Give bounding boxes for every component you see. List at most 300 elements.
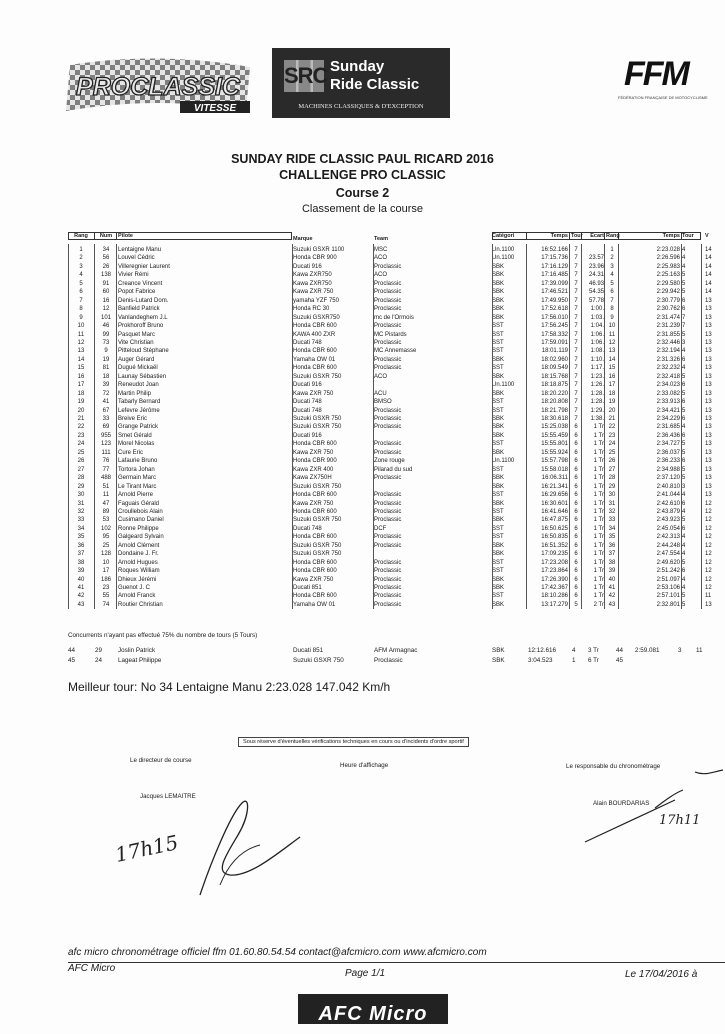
cell-pilote: Louvel Cédric [118,255,155,262]
cell-temps2: 2:34.988 [656,466,680,473]
sunday-ride-classic-logo [272,48,450,118]
col-tour: Tour [571,233,583,239]
cell-categorie: SBK [492,449,505,456]
cell-team: Proclassic [374,323,402,330]
cell-rang2: 25 [608,449,616,456]
cell-v: 14 [705,263,712,270]
cell-tour: 7 [574,255,578,262]
cell-marque: Ducati 851 [293,585,322,591]
cell-temps2: 2:25.983 [656,263,680,270]
svg-text:PROCLASSIC: PROCLASSIC [76,73,240,101]
cell-team: Pilarad du sud [374,466,413,473]
cell-rang: 29 [77,483,85,490]
cell-categorie: SBK [492,272,505,279]
cell-v: 12 [705,534,712,541]
cell-team: MC Pistards [374,331,407,338]
cell-rang: 3 [79,263,83,270]
cell-temps2: 2:36.037 [656,449,680,456]
cell-team: Proclassic [374,297,402,304]
cell-rang2: 28 [608,475,616,482]
cell-temps: 16:50.625 [541,525,568,532]
cell-rang2: 38 [608,559,616,566]
cell-temps: 17:09.235 [541,551,568,558]
cell-rang: 39 [77,568,85,575]
cell-tour2: 5 [682,407,686,414]
cell-tour: 7 [574,356,578,363]
cell-rang2: 10 [608,323,616,330]
cell-tour2: 4 [682,534,686,541]
low-cell-categorie: SBK [492,657,505,664]
cell-tour: 7 [574,314,578,321]
cell-rang: 14 [77,356,85,363]
cell-rang2: 34 [608,525,616,532]
cell-pilote: Lefevre Jérôme [118,407,160,414]
cell-temps: 16:30.601 [541,500,568,507]
cell-num: 23 [102,585,110,591]
col-tour2: Tour [682,233,694,239]
cell-team: Proclassic [374,508,402,515]
cell-marque: Honda CBR 900 [293,458,337,465]
cell-pilote: Cure Eric [118,449,144,456]
cell-tour: 6 [574,441,578,448]
cell-team: Proclassic [374,475,402,482]
cell-temps: 16:52.166 [541,247,568,253]
cell-tour2: 4 [682,576,686,583]
race-title: Course 2 [335,186,390,200]
table-rule [526,244,527,609]
cell-rang2: 3 [610,263,614,270]
cell-num: 81 [102,365,110,372]
cell-tour2: 6 [682,356,686,363]
cell-tour2: 5 [682,331,686,338]
cell-rang2: 9 [610,314,614,321]
cell-temps2: 2:33.082 [656,390,680,397]
col-num: Num [99,233,113,239]
cell-rang2: 30 [608,492,616,499]
cell-num: 51 [102,483,110,490]
cell-categorie: SBK [492,390,505,397]
cell-tour2: 5 [682,449,686,456]
cell-rang2: 8 [610,306,614,313]
cell-team: Proclassic [374,576,402,583]
cell-tour2: 5 [682,280,686,287]
cell-team: ACU [374,390,387,397]
cell-categorie: SST [492,323,504,330]
low-cell-rang: 45 [68,657,76,664]
cell-num: 47 [102,500,110,507]
cell-marque: Kawa ZXR 750 [293,576,334,583]
cell-temps: 18:21.798 [541,407,568,414]
cell-rang: 25 [77,449,85,456]
cell-tour: 7 [574,407,578,414]
cell-categorie: SST [492,508,504,515]
cell-ecart: 1:29. [590,407,604,414]
cell-tour: 6 [574,508,578,515]
cell-num: 56 [102,255,110,262]
cell-marque: Suzuki GSXR 750 [293,424,342,431]
cell-categorie: SBK [492,576,505,583]
cell-pilote: Tabarly Bernard [118,399,161,406]
cell-num: 73 [102,339,110,346]
cell-marque: Honda CBR 600 [293,508,337,515]
cell-num: 9 [104,348,108,355]
cell-temps2: 2:42.313 [656,534,680,541]
cell-num: 16 [102,297,110,304]
cell-categorie: SBK [492,280,505,287]
cell-temps: 17:23.208 [541,559,568,566]
cell-v: 13 [705,306,712,313]
cell-rang2: 21 [608,416,616,422]
cell-ecart: 54.35 [588,289,604,296]
cell-tour2: 4 [682,424,686,431]
chrono-label: Le responsable du chronométrage [566,763,661,770]
cell-marque: Ducati 748 [293,407,322,414]
cell-team: Proclassic [374,534,402,541]
cell-v: 12 [705,508,712,515]
cell-rang2: 36 [608,542,616,549]
cell-pilote: Grange Patrick [118,424,159,431]
cell-temps2: 2:47.554 [656,551,680,558]
cell-team: ACO [374,255,388,262]
low-cell-pilote: Lageat Philippe [118,657,162,664]
cell-marque: Ducati 748 [293,399,322,406]
afc-micro-logo: AFC Micro [298,994,448,1024]
cell-categorie: SST [492,534,504,541]
cell-pilote: Ronne Philippe [118,525,159,532]
cell-num: 53 [102,517,110,524]
cell-categorie: SST [492,407,504,414]
low-cell-tour2: 3 [678,647,682,654]
cell-rang: 42 [77,593,85,600]
cell-pilote: Launay Sébastien [118,373,167,380]
cell-temps2: 2:57.101 [656,593,680,600]
cell-team: Proclassic [374,306,402,313]
cell-categorie: SST [492,466,504,473]
handwritten-time-right: 17h11 [659,813,701,828]
footer-divider [68,962,725,963]
cell-team: Proclassic [374,356,402,363]
cell-tour2: 5 [682,441,686,448]
cell-ecart: 1 Tr [593,542,604,549]
cell-marque: Kawa ZXR 750 [293,449,334,456]
col-temps: Temps [550,233,568,239]
cell-v: 13 [705,348,712,355]
cell-v: 12 [705,517,712,524]
cell-rang2: 32 [608,508,616,515]
cell-rang: 32 [77,508,85,515]
cell-temps2: 2:32.418 [656,373,680,380]
cell-v: 12 [705,500,712,507]
cell-temps: 18:09.549 [541,365,568,372]
cell-num: 25 [102,542,110,549]
cell-categorie: SST [492,339,504,346]
cell-categorie: SBK [492,483,505,490]
cell-temps2: 2:34.023 [656,382,680,389]
cell-tour2: 6 [682,432,686,439]
cell-ecart: 24.31 [588,272,604,279]
cell-tour: 6 [574,483,578,490]
cell-pilote: Lafaurie Bruno [118,458,158,465]
src-title-line2: Ride Classic [330,76,420,93]
cell-marque: Honda CBR 600 [293,534,337,541]
cell-rang: 22 [77,424,85,431]
col-team: Team [374,236,388,242]
low-cell-ecart: 6 Tr [588,657,599,664]
cell-rang2: 14 [608,356,616,363]
cell-temps: 15:25.038 [541,424,568,431]
cell-categorie: SBK [492,263,505,270]
cell-tour: 7 [574,365,578,372]
cell-num: 76 [102,458,110,465]
cell-rang2: 39 [608,568,616,575]
cell-rang2: 16 [608,373,616,380]
cell-v: 11 [705,593,712,600]
cell-temps: 17:59.091 [541,339,568,346]
cell-tour: 6 [574,492,578,499]
cell-temps2: 2:43.879 [656,508,680,515]
cell-num: 72 [102,390,110,397]
cell-v: 12 [705,525,712,532]
cell-v: 13 [705,323,712,330]
cell-rang2: 18 [608,390,616,397]
cell-temps2: 2:36.436 [656,432,680,439]
cell-team: Proclassic [374,280,402,287]
table-rule [373,244,374,609]
cell-marque: Suzuki GSXR 750 [293,416,342,422]
cell-v: 14 [705,255,712,262]
cell-temps2: 2:25.163 [656,272,680,279]
cell-rang: 21 [77,416,85,422]
cell-tour2: 6 [682,458,686,465]
cell-categorie: SBK [492,432,505,439]
cell-rang: 16 [77,373,85,380]
cell-temps2: 2:29.942 [656,289,680,296]
cell-rang: 38 [77,559,85,566]
cell-pilote: Guenot J. C [118,585,151,591]
cell-tour: 6 [574,551,578,558]
cell-ecart: 1:08. [590,348,604,355]
low-cell-temps2: 2:59.081 [635,647,660,654]
cell-team: Proclassic [374,559,402,566]
cell-pilote: Villeregnier Laurent [118,263,170,270]
cell-rang2: 27 [608,466,616,473]
cell-rang: 12 [77,339,85,346]
cell-tour: 7 [574,297,578,304]
cell-tour: 5 [574,601,578,608]
cell-categorie: SBK [492,297,505,304]
cell-ecart: 1 Tr [593,475,604,482]
cell-tour2: 5 [682,272,686,279]
cell-tour: 6 [574,424,578,431]
cell-v: 13 [705,390,712,397]
cell-v: 12 [705,551,712,558]
cell-categorie: SBK [492,601,505,608]
cell-team: Proclassic [374,601,402,608]
table-rule [581,244,582,609]
cell-temps: 17:42.367 [541,585,568,591]
cell-temps: 17:49.950 [541,297,568,304]
cell-temps: 18:10.286 [541,593,568,600]
cell-pilote: Pitteloud Stéphane [118,348,169,355]
reserve-notice: Sous réserve d'éventuelles vérifications techniques en cours ou d'incidents d'ordre sportif [238,737,469,747]
cell-categorie: SBK [492,289,505,296]
cell-ecart: 1 Tr [593,551,604,558]
svg-text:VITESSE: VITESSE [193,103,237,114]
cell-num: 67 [102,407,110,414]
cell-temps2: 2:34.727 [656,441,680,448]
cell-v: 13 [705,449,712,456]
cell-tour: 6 [574,458,578,465]
cell-num: 46 [102,323,110,330]
cell-num: 186 [100,576,111,583]
src-tagline: MACHINES CLASSIQUES & D'EXCEPTION [298,103,424,110]
cell-num: 91 [102,280,110,287]
cell-ecart: 1:26. [590,382,604,389]
cell-num: 11 [102,492,110,499]
cell-num: 138 [100,272,111,279]
cell-tour2: 4 [682,551,686,558]
cell-tour: 6 [574,517,578,524]
cell-pilote: Breive Eric [118,416,148,422]
cell-categorie: SST [492,492,504,499]
cell-rang2: 22 [608,424,616,431]
cell-rang: 31 [77,500,85,507]
cell-rang2: 5 [610,280,614,287]
cell-tour2: 4 [682,542,686,549]
cell-categorie: SBK [492,424,505,431]
event-title: SUNDAY RIDE CLASSIC PAUL RICARD 2016 [231,152,494,166]
cell-num: 102 [100,525,111,532]
cell-tour: 6 [574,432,578,439]
cell-temps: 15:55.801 [541,441,568,448]
cell-categorie: SST [492,331,504,338]
low-cell-v: 11 [696,647,703,654]
cell-marque: Suzuki GSXR750 [293,314,340,321]
challenge-title: CHALLENGE PRO CLASSIC [279,168,446,182]
cell-pilote: Vivier Rémi [118,272,149,279]
cell-temps2: 2:41.044 [656,492,680,499]
cell-v: 13 [705,601,712,608]
cell-tour: 6 [574,542,578,549]
low-cell-rang2: 45 [616,657,624,664]
cell-categorie: SBK [492,306,505,313]
cell-tour2: 6 [682,568,686,575]
cell-v: 13 [705,483,712,490]
cell-temps2: 2:33.913 [656,399,680,406]
cell-num: 74 [102,601,110,608]
cell-v: 12 [705,568,712,575]
cell-team: Proclassic [374,407,402,414]
cell-temps: 17:16.129 [541,263,568,270]
cell-ecart: 23.96 [588,263,604,270]
cell-temps2: 2:43.923 [656,517,680,524]
cell-rang: 26 [77,458,85,465]
cell-temps: 15:55.459 [541,432,568,439]
low-cell-marque: Ducati 851 [293,647,324,654]
cell-categorie: SST [492,593,504,600]
cell-categorie: Un.1100 [492,382,515,389]
cell-v: 14 [705,280,712,287]
src-title-line1: Sunday [330,58,385,75]
cell-v: 12 [705,576,712,583]
ffm-logo [618,55,725,101]
cell-pilote: Popot Fabrice [118,289,156,296]
cell-ecart: 1:23. [590,373,604,380]
best-lap: Meilleur tour: No 34 Lentaigne Manu 2:23.028 147.042 Km/h [68,680,391,694]
cell-ecart: 1 Tr [593,559,604,566]
cell-tour2: 5 [682,559,686,566]
cell-tour2: 6 [682,297,686,304]
cell-temps: 18:02.960 [541,356,568,363]
cell-temps2: 2:34.229 [656,416,680,422]
cell-tour: 6 [574,500,578,507]
cell-tour2: 5 [682,466,686,473]
cell-pilote: Smet Gérald [118,432,152,439]
cell-pilote: Lentaigne Manu [118,247,162,253]
cell-pilote: Morel Nicolas [118,441,155,448]
cell-team: Proclassic [374,424,402,431]
cell-marque: Honda CBR 600 [293,559,337,566]
directeur-label: Le directeur de course [130,757,192,764]
cell-categorie: SBK [492,475,505,482]
low-cell-temps: 12:12.616 [528,647,557,654]
cell-rang: 2 [79,255,83,262]
cell-v: 13 [705,407,712,414]
cell-temps: 16:47.875 [541,517,568,524]
cell-rang2: 1 [610,247,614,253]
cell-temps2: 2:23.028 [656,247,680,253]
cell-temps2: 2:32.232 [656,365,680,372]
cell-team: Proclassic [374,500,402,507]
cell-categorie: SST [492,365,504,372]
cell-team: BMSO [374,399,392,406]
cell-team: Proclassic [374,517,402,524]
cell-tour: 6 [574,559,578,566]
cell-tour2: 4 [682,263,686,270]
cell-tour2: 4 [682,492,686,499]
cell-categorie: SBK [492,585,505,591]
cell-tour2: 6 [682,500,686,507]
cell-temps: 17:56.245 [541,323,568,330]
cell-pilote: Faguais Gérald [118,500,160,507]
cell-team: Proclassic [374,585,402,591]
cell-marque: KAWA 400 ZXR [293,331,336,338]
table-rule [569,244,570,609]
cell-rang: 10 [77,323,85,330]
cell-team: Proclassic [374,365,402,372]
footer-company: AFC Micro [68,963,116,974]
cell-temps: 17:23.864 [541,568,568,575]
cell-tour2: 3 [682,339,686,346]
col-rang2: Rang [606,233,620,239]
low-cell-tour: 4 [572,647,576,654]
cell-rang: 11 [77,331,85,338]
cell-pilote: Routier Christian [118,601,163,608]
cell-v: 14 [705,272,712,279]
cell-team: ACO [374,272,388,279]
cell-temps2: 2:37.120 [656,475,680,482]
cell-rang: 5 [79,280,83,287]
cell-v: 13 [705,424,712,431]
cell-marque: Ducati 916 [293,263,322,270]
table-rule [68,244,69,609]
cell-rang: 20 [77,407,85,414]
cell-rang: 7 [79,297,83,304]
col-v: V [705,233,709,239]
cell-rang2: 13 [608,348,616,355]
cell-rang2: 2 [610,255,614,262]
cell-tour: 6 [574,449,578,456]
